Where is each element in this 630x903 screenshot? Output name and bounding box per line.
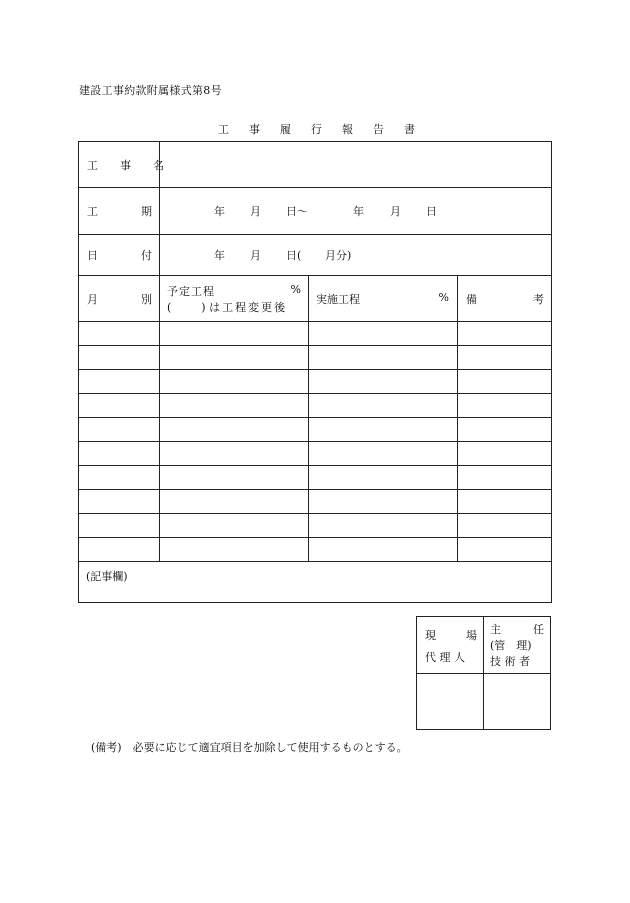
planned-cell[interactable]: [160, 466, 309, 490]
table-row: [79, 538, 552, 562]
month-cell[interactable]: [79, 514, 160, 538]
table-row: [79, 322, 552, 346]
row-project-name: [79, 142, 552, 188]
header-planned-paren-close: ): [201, 301, 206, 314]
page-title: 工事履行報告書: [218, 123, 435, 136]
actual-cell[interactable]: [309, 466, 458, 490]
actual-cell[interactable]: [309, 370, 458, 394]
signature-box: [416, 616, 551, 730]
report-table: [78, 141, 552, 603]
date-month-part: 月分): [325, 249, 352, 262]
period-year2: 年: [353, 205, 364, 218]
planned-cell[interactable]: [160, 370, 309, 394]
date-month: 月: [250, 249, 261, 262]
label-period-a: 工: [87, 205, 98, 218]
notes-label: (記事欄): [86, 570, 128, 583]
date-field[interactable]: [160, 235, 552, 276]
period-day-from: 日～: [286, 205, 308, 218]
actual-cell[interactable]: [309, 538, 458, 562]
site-agent-1a: 現: [425, 629, 436, 642]
month-cell[interactable]: [79, 490, 160, 514]
header-month-a: 月: [87, 292, 98, 306]
header-month-b: 別: [141, 292, 152, 306]
actual-cell[interactable]: [309, 418, 458, 442]
row-notes: [79, 562, 552, 603]
remarks-cell[interactable]: [458, 370, 552, 394]
header-actual-percent: %: [438, 291, 449, 304]
table-row: [79, 490, 552, 514]
chief-3: 技 術 者: [490, 655, 530, 668]
remarks-cell[interactable]: [458, 394, 552, 418]
header-remarks-b: 考: [533, 292, 544, 306]
date-year: 年: [214, 249, 225, 262]
period-day2: 日: [426, 205, 437, 218]
chief-1a: 主: [490, 623, 501, 636]
label-period: [79, 188, 160, 235]
label-project-name: [79, 142, 186, 188]
planned-cell[interactable]: [160, 514, 309, 538]
chief-1b: 任: [533, 623, 544, 636]
form-number: 建設工事約款附属様式第8号: [79, 84, 222, 97]
table-row: [79, 370, 552, 394]
table-row: [79, 346, 552, 370]
header-planned-note: [167, 299, 287, 315]
month-cell[interactable]: [79, 418, 160, 442]
remarks-cell[interactable]: [458, 538, 552, 562]
month-cell[interactable]: [79, 370, 160, 394]
planned-cell[interactable]: [160, 322, 309, 346]
label-date: [79, 235, 160, 276]
table-header-row: [79, 276, 552, 322]
table-row: [79, 418, 552, 442]
header-planned: [160, 276, 309, 322]
date-day: 日(: [286, 249, 302, 262]
remarks-cell[interactable]: [458, 490, 552, 514]
planned-cell[interactable]: [160, 490, 309, 514]
row-period: [79, 188, 552, 235]
remarks-cell[interactable]: [458, 346, 552, 370]
planned-cell[interactable]: [160, 538, 309, 562]
planned-cell[interactable]: [160, 442, 309, 466]
actual-cell[interactable]: [309, 442, 458, 466]
label-period-b: 期: [141, 205, 152, 218]
month-cell[interactable]: [79, 322, 160, 346]
remarks-cell[interactable]: [458, 322, 552, 346]
row-date: [79, 235, 552, 276]
header-planned-note-text: は工程変更後: [209, 301, 288, 314]
month-cell[interactable]: [79, 538, 160, 562]
header-month: [79, 276, 160, 322]
remark-note: (備考) 必要に応じて適宜項目を加除して使用するものとする。: [91, 741, 408, 754]
chief-engineer-header: [484, 617, 551, 674]
remarks-cell[interactable]: [458, 442, 552, 466]
table-row: [79, 394, 552, 418]
month-cell[interactable]: [79, 466, 160, 490]
header-planned-paren: (: [167, 301, 172, 314]
chief-2: (管 理): [490, 639, 532, 652]
period-month2: 月: [390, 205, 401, 218]
period-year: 年: [214, 205, 225, 218]
site-agent-seal[interactable]: [417, 674, 484, 730]
period-month: 月: [250, 205, 261, 218]
header-planned-label: 予定工程: [167, 285, 215, 298]
period-field[interactable]: [160, 188, 552, 235]
project-name-field[interactable]: [160, 142, 552, 188]
actual-cell[interactable]: [309, 514, 458, 538]
actual-cell[interactable]: [309, 394, 458, 418]
header-planned-percent: %: [290, 283, 301, 296]
header-actual-label: 実施工程: [316, 293, 360, 306]
notes-field[interactable]: [79, 562, 552, 603]
site-agent-header: [417, 617, 484, 674]
table-row: [79, 442, 552, 466]
remarks-cell[interactable]: [458, 418, 552, 442]
header-remarks: [458, 276, 552, 322]
remarks-cell[interactable]: [458, 466, 552, 490]
actual-cell[interactable]: [309, 490, 458, 514]
table-row: [79, 466, 552, 490]
label-project-name-text: 工事名: [87, 158, 186, 172]
month-cell[interactable]: [79, 346, 160, 370]
chief-engineer-seal[interactable]: [484, 674, 551, 730]
planned-cell[interactable]: [160, 394, 309, 418]
remarks-cell[interactable]: [458, 514, 552, 538]
header-actual: [309, 276, 458, 322]
actual-cell[interactable]: [309, 322, 458, 346]
table-row: [79, 514, 552, 538]
planned-cell[interactable]: [160, 346, 309, 370]
label-date-b: 付: [141, 249, 152, 262]
site-agent-1b: 場: [466, 629, 477, 642]
month-cell[interactable]: [79, 442, 160, 466]
label-date-a: 日: [87, 249, 98, 262]
site-agent-2: 代 理 人: [425, 651, 465, 664]
planned-cell[interactable]: [160, 418, 309, 442]
header-remarks-a: 備: [466, 292, 477, 306]
actual-cell[interactable]: [309, 346, 458, 370]
month-cell[interactable]: [79, 394, 160, 418]
table-body: [79, 322, 552, 562]
